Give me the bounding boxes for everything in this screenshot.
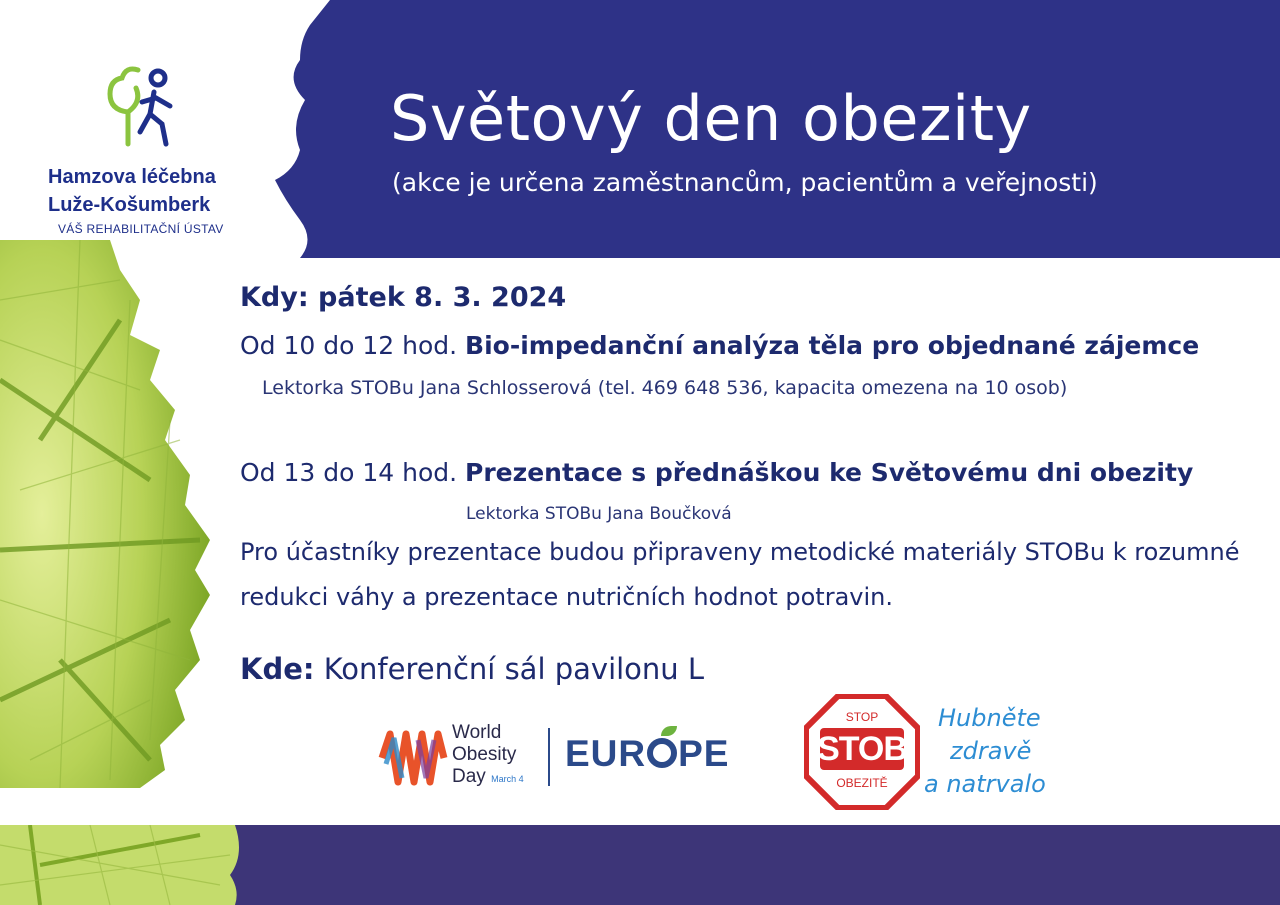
event-item-1-lecturer: Lektorka STOBu Jana Schlosserová (tel. 469 648 536, kapacita omezena na 10 osob) xyxy=(262,377,1068,399)
logo-name-line2: Luže-Košumberk xyxy=(48,194,211,216)
event-note: Pro účastníky prezentace budou připraveny metodické materiály STOBu k rozumné redukci váhy a prezentace nutričních hodnot potravin. xyxy=(240,538,1240,611)
logo-tagline: VÁŠ REHABILITAČNÍ ÚSTAV xyxy=(58,222,224,236)
event-item-1-time: Od 10 do 12 hod. xyxy=(240,331,466,360)
page-subtitle: (akce je určena zaměstnancům, pacientům a veřejnosti) xyxy=(392,168,1098,197)
page-title: Světový den obezity xyxy=(390,82,1032,155)
logo-name xyxy=(48,163,216,219)
event-item-2 xyxy=(240,458,1193,487)
wod-line2: Obesity xyxy=(452,744,517,765)
world-obesity-day-text xyxy=(452,722,524,790)
stob-main-text: STOB xyxy=(817,730,907,768)
wod-line1: World xyxy=(452,722,502,743)
event-item-1-title: Bio-impedanční analýza těla pro objednané zájemce xyxy=(465,331,1200,360)
logo-divider xyxy=(548,728,550,786)
slogan-line2: zdravě xyxy=(950,737,1032,765)
stob-bottom-text: OBEZITĚ xyxy=(836,776,888,790)
event-date: Kdy: pátek 8. 3. 2024 xyxy=(240,282,567,313)
event-item-2-time: Od 13 do 14 hod. xyxy=(240,458,466,487)
world-obesity-day-logo-icon xyxy=(378,724,448,792)
event-item-1 xyxy=(240,331,1199,360)
footer-bar xyxy=(0,825,1280,905)
europe-text-pre: EUR xyxy=(565,733,647,774)
slogan-line3: a natrvalo xyxy=(924,770,1046,798)
stob-top-text: STOP xyxy=(845,710,879,724)
wod-march: March 4 xyxy=(491,774,524,784)
europe-logo xyxy=(565,733,729,775)
event-location xyxy=(240,652,704,686)
wod-line3: Day xyxy=(452,766,486,787)
event-location-value: Konferenční sál pavilonu L xyxy=(314,652,705,686)
leaf-decoration xyxy=(0,240,230,800)
event-location-label: Kde: xyxy=(240,652,315,686)
europe-o-icon xyxy=(647,738,677,768)
event-item-2-title: Prezentace s přednáškou ke Světovému dni obezity xyxy=(465,458,1194,487)
hamzova-logo-icon xyxy=(100,62,185,152)
europe-text-post: PE xyxy=(678,733,730,774)
event-item-2-lecturer: Lektorka STOBu Jana Boučková xyxy=(466,504,732,524)
slogan-line1: Hubněte xyxy=(938,704,1041,732)
logo-name-line1: Hamzova léčebna xyxy=(48,166,216,188)
